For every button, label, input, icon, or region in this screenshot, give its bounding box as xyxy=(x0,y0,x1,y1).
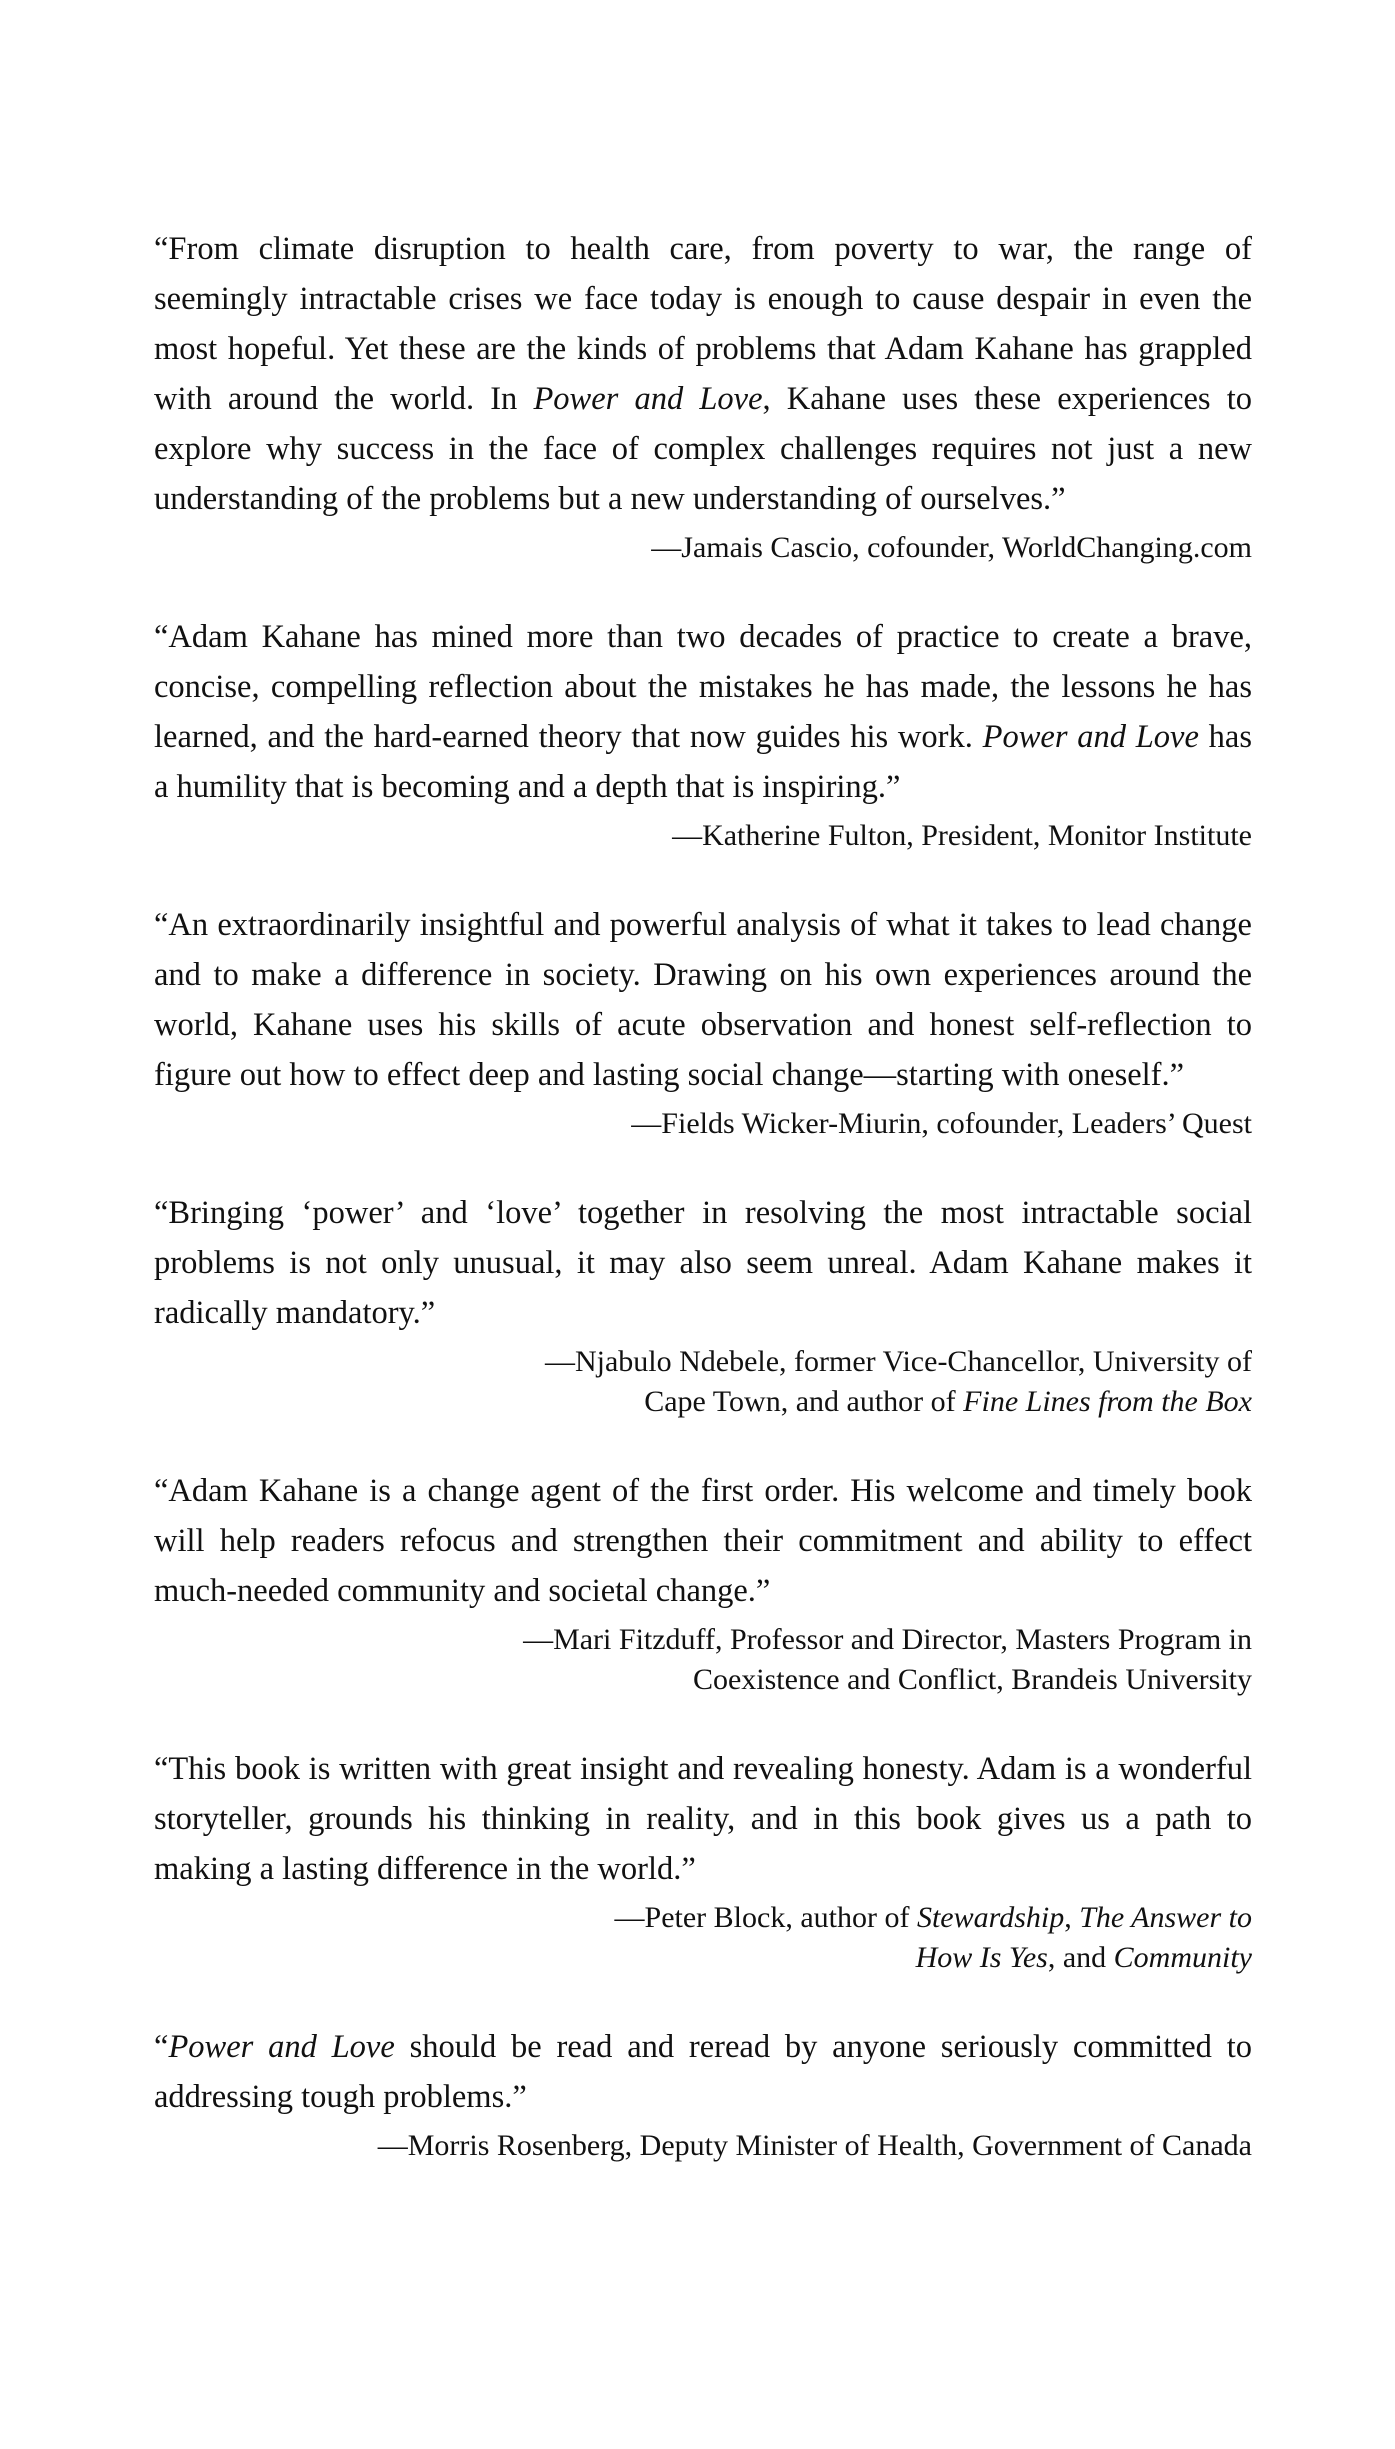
endorsement-attribution xyxy=(154,816,1252,856)
endorsement-attribution xyxy=(154,1898,1252,1978)
italic-title: Stewardship xyxy=(916,1901,1065,1934)
italic-title: How Is Yes xyxy=(915,1941,1048,1974)
text-segment: —Fields Wicker-Miurin, cofounder, Leaders’ Quest xyxy=(631,1107,1252,1140)
endorsement xyxy=(154,612,1252,856)
italic-title: Power and Love xyxy=(533,381,763,417)
endorsement xyxy=(154,1744,1252,1978)
text-segment: Coexistence and Conflict, Brandeis University xyxy=(692,1663,1252,1696)
endorsement-quote xyxy=(154,1188,1252,1338)
endorsement-attribution xyxy=(154,1342,1252,1422)
endorsement-quote xyxy=(154,1466,1252,1616)
attribution-line xyxy=(154,528,1252,568)
attribution-line xyxy=(154,816,1252,856)
endorsement-attribution xyxy=(154,2126,1252,2166)
text-segment: “ xyxy=(154,2029,169,2065)
endorsement xyxy=(154,1188,1252,1422)
endorsement-quote xyxy=(154,224,1252,524)
endorsement-quote xyxy=(154,612,1252,812)
endorsement xyxy=(154,2022,1252,2166)
text-segment: “An extraordinarily insightful and powerful analysis of what it takes to lead change and to make a difference in society. Drawing on his own experiences around the world, Kahane uses his skills of acute observation and honest self-reflection to figure out how to effect deep and lasting social change—starting with oneself.” xyxy=(154,907,1252,1093)
text-segment: —Njabulo Ndebele, former Vice-Chancellor, University of xyxy=(544,1345,1252,1378)
text-segment: —Mari Fitzduff, Professor and Director, Masters Program in xyxy=(523,1623,1252,1656)
attribution-line xyxy=(154,2126,1252,2166)
text-segment: “Bringing ‘power’ and ‘love’ together in resolving the most intractable social problems is not only unusual, it may also seem unreal. Adam Kahane makes it radically mandatory.” xyxy=(154,1195,1252,1331)
attribution-line xyxy=(154,1342,1252,1382)
endorsement xyxy=(154,224,1252,568)
text-segment: “Adam Kahane is a change agent of the first order. His welcome and timely book will help readers refocus and strengthen their commitment and ability to effect much-needed community and societal change.” xyxy=(154,1473,1252,1609)
endorsement-quote xyxy=(154,1744,1252,1894)
text-segment: , Kahane uses these experiences to explore why success in the face of complex challenges requires not just a new understanding of the problems but a new understanding of ourselves.” xyxy=(154,381,1252,517)
text-segment: has a humility that is becoming and a depth that is inspiring.” xyxy=(154,719,1253,805)
text-segment: Cape Town, and author of xyxy=(644,1385,964,1418)
endorsement xyxy=(154,1466,1252,1700)
attribution-line xyxy=(154,1104,1252,1144)
attribution-line xyxy=(154,1382,1252,1422)
italic-title: Community xyxy=(1113,1941,1252,1974)
text-segment: “This book is written with great insight and revealing honesty. Adam is a wonderful storyteller, grounds his thinking in reality, and in this book gives us a path to making a lasting difference in the world.” xyxy=(154,1751,1252,1887)
text-segment: —Katherine Fulton, President, Monitor Institute xyxy=(672,819,1252,852)
endorsement-quote xyxy=(154,2022,1252,2122)
italic-title: Power and Love xyxy=(168,2029,395,2065)
endorsement-attribution xyxy=(154,528,1252,568)
text-segment: , xyxy=(1064,1901,1080,1934)
text-segment: “From climate disruption to health care, from poverty to war, the range of seemingly intractable crises we face today is enough to cause despair in even the most hopeful. Yet these are the kinds of problems that Adam Kahane has grappled with around the world. In xyxy=(154,231,1252,417)
attribution-line xyxy=(154,1620,1252,1660)
italic-title: Power and Love xyxy=(982,719,1199,755)
endorsement xyxy=(154,900,1252,1144)
attribution-line xyxy=(154,1938,1252,1978)
text-segment: should be read and reread by anyone seriously committed to addressing tough problems.” xyxy=(154,2029,1252,2115)
endorsement-quote xyxy=(154,900,1252,1100)
endorsement-attribution xyxy=(154,1620,1252,1700)
attribution-line xyxy=(154,1660,1252,1700)
endorsement-attribution xyxy=(154,1104,1252,1144)
italic-title: The Answer to xyxy=(1079,1901,1252,1934)
text-segment: —Peter Block, author of xyxy=(614,1901,917,1934)
italic-title: Fine Lines from the Box xyxy=(963,1385,1252,1418)
attribution-line xyxy=(154,1898,1252,1938)
endorsements-page xyxy=(154,224,1252,2210)
text-segment: —Jamais Cascio, cofounder, WorldChanging.com xyxy=(651,531,1252,564)
text-segment: , and xyxy=(1047,1941,1114,1974)
text-segment: —Morris Rosenberg, Deputy Minister of Health, Government of Canada xyxy=(377,2129,1252,2162)
text-segment: “Adam Kahane has mined more than two decades of practice to create a brave, concise, compelling reflection about the mistakes he has made, the lessons he has learned, and the hard-earned theory that now guides his work. xyxy=(154,619,1252,755)
